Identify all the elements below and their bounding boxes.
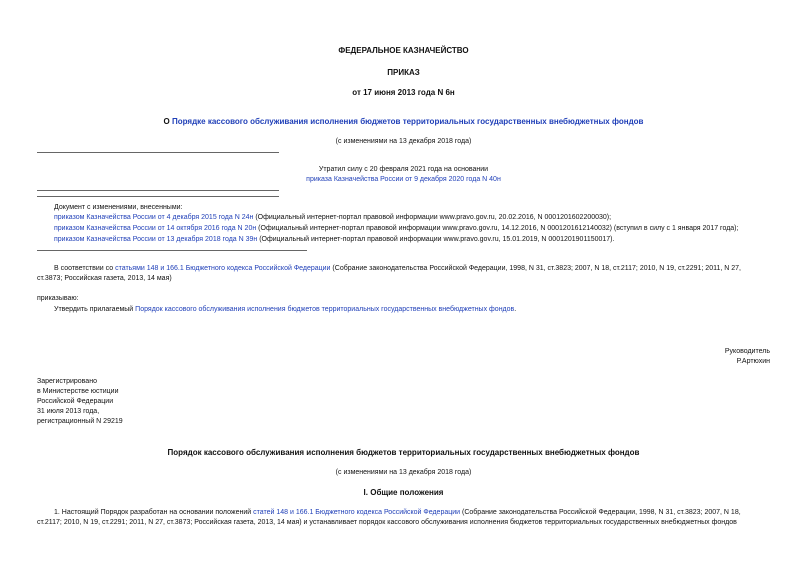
paragraph-text: 1. Настоящий Порядок разработан на основании положений: [54, 509, 254, 516]
order-label: приказываю:: [37, 295, 79, 302]
paragraph-1-line-2: ст.2117; 2010, N 19, ст.2291; 2011, N 27, ст.3873; Российская газета, 2013, 14 мая) и устанавливает порядок кассового обслуживания исполнения бюджетов территориальных государственных внебюджетных фондов: [37, 519, 737, 526]
edition-note: (с изменениями на 13 декабря 2018 года): [335, 138, 472, 145]
preamble-text: (Собрание законодательства Российской Федерации, 1998, N 31, ст.3823; 2007, N 18, ст.2117; 2010, N 19, ст.2291; 2011, N 27,: [330, 265, 741, 272]
amendment-link[interactable]: приказом Казначейства России от 14 октября 2016 года N 20н: [54, 225, 257, 232]
registration-line: 31 июля 2013 года,: [37, 408, 100, 415]
amendments-heading: Документ с изменениями, внесенными:: [54, 204, 183, 211]
amendment-item: [54, 213, 611, 222]
preamble-line-2: ст.3873; Российская газета, 2013, 14 мая): [37, 275, 172, 282]
divider: [37, 190, 279, 191]
divider: [37, 250, 307, 251]
document-date: от 17 июня 2013 года N 6н: [352, 88, 455, 97]
amendment-link[interactable]: приказом Казначейства России от 13 декабря 2018 года N 39н: [54, 236, 258, 243]
paragraph-text: (Собрание законодательства Российской Федерации, 1998, N 31, ст.3823; 2007, N 18,: [460, 509, 741, 516]
registration-line: Российской Федерации: [37, 398, 114, 405]
lost-force-link[interactable]: приказа Казначейства России от 9 декабря 2020 года N 40н: [306, 176, 501, 183]
procedure-link[interactable]: Порядок кассового обслуживания исполнения бюджетов территориальных государственных внебюджетных фондов: [135, 306, 515, 313]
document-type: ПРИКАЗ: [387, 68, 420, 77]
amendment-source: (Официальный интернет-портал правовой информации www.pravo.gov.ru, 14.12.2016, N 0001201612140032) (вступил в силу с 1 января 2017 года);: [256, 225, 739, 232]
registration-line: регистрационный N 29219: [37, 418, 123, 425]
amendment-link[interactable]: приказом Казначейства России от 4 декабря 2015 года N 24н: [54, 214, 254, 221]
preamble-text: В соответствии со: [54, 265, 116, 272]
signature-name: Р.Артюхин: [736, 358, 770, 365]
registration-line: в Министерстве юстиции: [37, 388, 119, 395]
order-text-prefix: Утвердить прилагаемый: [54, 306, 136, 313]
budget-code-link[interactable]: статьями 148 и 166.1 Бюджетного кодекса Российской Федерации: [115, 265, 331, 272]
amendment-source: (Официальный интернет-портал правовой информации www.pravo.gov.ru, 20.02.2016, N 0001201602200030);: [253, 214, 612, 221]
lost-force-text: Утратил силу с 20 февраля 2021 года на основании: [318, 166, 489, 173]
divider: [37, 196, 279, 197]
title-prefix: О: [163, 117, 172, 126]
amendment-item: [54, 235, 614, 244]
title-link[interactable]: Порядке кассового обслуживания исполнения бюджетов территориальных государственных внебюджетных фондов: [172, 117, 644, 126]
preamble-line-1: [54, 264, 741, 273]
amendment-source: (Официальный интернет-портал правовой информации www.pravo.gov.ru, 15.01.2019, N 0001201901150017).: [257, 236, 615, 243]
paragraph-1-line-1: [54, 508, 741, 517]
order-text-suffix: .: [514, 306, 517, 313]
registration-line: Зарегистрировано: [37, 378, 97, 385]
section-title: I. Общие положения: [363, 488, 444, 497]
budget-code-articles-link[interactable]: статей 148 и 166.1 Бюджетного кодекса Российской Федерации: [253, 509, 461, 516]
document-title: [0, 117, 807, 127]
agency-name: ФЕДЕРАЛЬНОЕ КАЗНАЧЕЙСТВО: [338, 46, 469, 55]
amendment-item: [54, 224, 738, 233]
appendix-title: Порядок кассового обслуживания исполнения бюджетов территориальных государственных внебюджетных фондов: [167, 448, 640, 457]
appendix-edition-note: (с изменениями на 13 декабря 2018 года): [335, 469, 472, 476]
order-text: [54, 305, 516, 314]
signature-position: Руководитель: [724, 348, 770, 355]
divider: [37, 152, 279, 153]
